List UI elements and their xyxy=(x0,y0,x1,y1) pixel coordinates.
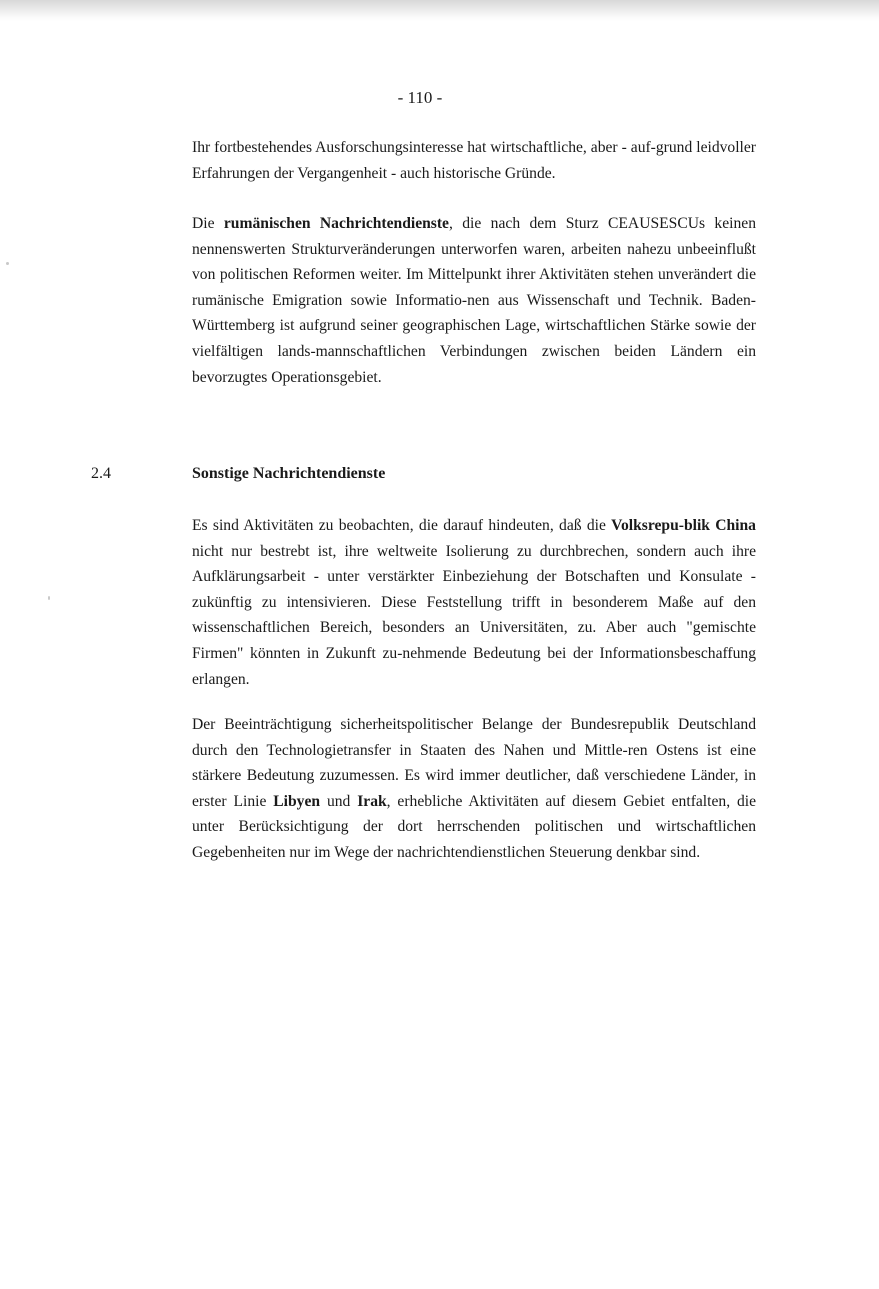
paragraph-2-pre: Die xyxy=(192,215,224,232)
paragraph-3-bold: Volksrepu-blik China xyxy=(611,517,756,534)
scan-speck xyxy=(48,596,50,600)
section-title: Sonstige Nachrichtendienste xyxy=(192,465,386,482)
paragraph-3-post: nicht nur bestrebt ist, ihre weltweite Isolierung zu durchbrechen, sondern auch ihre Aufklärungsarbeit - unter verstärkter Einbeziehung der Botschaften und Konsulate - zukünftig zu intensivieren. Diese Feststellung trifft in besonderem Maße auf den wissenschaftlichen Bereich, besonders an Universitäten, zu. Aber auch "gemischte Firmen" könnten in Zukunft zu-nehmende Bedeutung bei der Informationsbeschaffung erlangen. xyxy=(192,542,756,688)
scan-edge-shadow xyxy=(0,0,879,22)
paragraph-4 xyxy=(192,712,756,866)
paragraph-3-pre: Es sind Aktivitäten zu beobachten, die darauf hindeuten, daß die xyxy=(192,517,612,534)
paragraph-4-pre: Der Beeinträchtigung sicherheitspolitischer Belange der Bundesrepublik Deutschland durch den Technologietransfer in Staaten des Nahen und Mittle-ren Ostens ist eine stärkere Bedeutung zuzumessen. Es wird immer deutlicher, daß verschiedene Länder, in erster Linie xyxy=(192,716,756,810)
paragraph-2-bold: rumänischen Nachrichtendienste xyxy=(223,215,449,232)
paragraph-3 xyxy=(192,513,756,692)
paragraph-4-bold-libyen: Libyen xyxy=(273,792,321,810)
paragraph-2 xyxy=(192,211,756,390)
paragraph-4-post: , erhebliche Aktivitäten auf diesem Gebiet entfalten, die unter Berücksichtigung der dort herrschenden politischen und wirtschaftlichen Gegebenheiten nur im Wege der nachrichtendienstlichen Steuerung denkbar sind. xyxy=(192,792,757,861)
paragraph-4-mid: und xyxy=(320,792,358,810)
page-number: - 110 - xyxy=(397,88,443,107)
paragraph-4-bold-irak: Irak xyxy=(357,792,387,810)
paragraph-2-post: , die nach dem Sturz CEAUSESCUs keinen nennenswerten Strukturveränderungen unterworfen waren, arbeiten nahezu unbeeinflußt von politischen Reformen weiter. Im Mittelpunkt ihrer Aktivitäten stehen unverändert die rumänische Emigration sowie Informatio-nen aus Wissenschaft und Technik. Baden-Württemberg ist aufgrund seiner geographischen Lage, wirtschaftlichen Stärke sowie der vielfältigen lands-mannschaftlichen Verbindungen zwischen beiden Ländern ein bevorzugtes Operationsgebiet. xyxy=(192,215,756,386)
paragraph-1: Ihr fortbestehendes Ausforschungsinteresse hat wirtschaftliche, aber - auf-grund leidvoller Erfahrungen der Vergangenheit - auch historische Gründe. xyxy=(192,139,756,182)
section-number: 2.4 xyxy=(91,465,111,482)
scan-speck xyxy=(6,262,9,265)
